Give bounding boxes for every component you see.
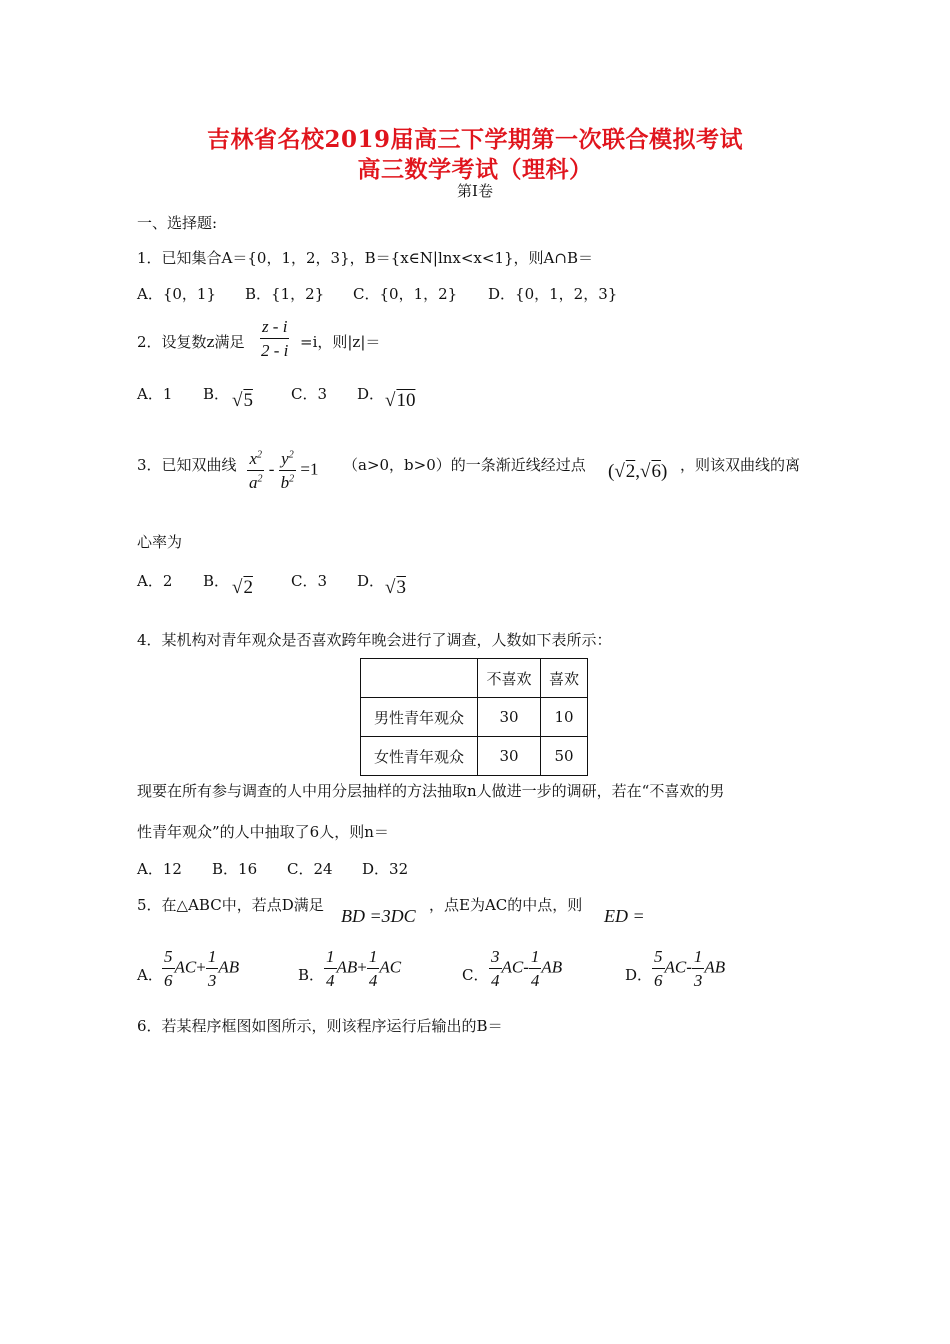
section-heading: 一、选择题: [137, 214, 218, 232]
vector: AB [541, 957, 563, 977]
q5-option-b-expr [324, 948, 401, 989]
frac-num: 1 [529, 948, 542, 969]
frac-num: 5 [652, 948, 665, 969]
q4-stem: 4．某机构对青年观众是否喜欢跨年晚会进行了调查，人数如下表所示： [137, 631, 612, 649]
q4-option-a: A．12 [137, 860, 182, 878]
q5-option-d-expr [652, 948, 725, 989]
q2-fraction-numerator: z - i [260, 318, 290, 339]
q3-option-b-radicand: 2 [243, 577, 253, 598]
q3-stem-part1 [137, 454, 237, 475]
q2-fraction [259, 318, 290, 359]
q3-point: (√2,√6) [608, 461, 668, 482]
q4-follow-line1: 现要在所有参与调查的人中用分层抽样的方法抽取n人做进一步的调研，若在“不喜欢的男 [137, 782, 725, 800]
frac-num: 5 [162, 948, 175, 969]
vector: AC [174, 957, 197, 977]
q2-fraction-denominator: 2 - i [261, 341, 289, 360]
q3-option-b-sqrt: √2 [232, 577, 253, 598]
q5-option-a-expr [162, 948, 239, 989]
q3-option-a: A．2 [137, 572, 173, 590]
frac-den: 4 [326, 971, 335, 990]
volume-label: 第Ⅰ卷 [457, 182, 493, 200]
table-cell: 男性青年观众 [361, 698, 478, 737]
table-cell: 30 [478, 698, 541, 737]
frac-num: 1 [692, 948, 705, 969]
vector: AB [336, 957, 358, 977]
q5-stem-part1: 5．在△ABC中，若点D满足 [137, 896, 324, 914]
frac-den: 6 [654, 971, 663, 990]
table-row [361, 698, 588, 737]
frac-den: 3 [693, 971, 703, 990]
q5-option-c-expr [489, 948, 562, 989]
table-cell: 女性青年观众 [361, 737, 478, 776]
q5-condition: BD =3DC [341, 906, 416, 926]
table-cell: 10 [541, 698, 588, 737]
q1-option-b: B．{1，2} [245, 285, 325, 303]
frac-num: 1 [206, 948, 219, 969]
q4-option-b: B．16 [212, 860, 258, 878]
q2-option-b: B． [203, 385, 230, 403]
operator: + [196, 957, 206, 977]
q5-option-d-label: D． [625, 966, 653, 984]
q3-stem-part3: ，则该双曲线的离 [680, 456, 801, 474]
q3-option-d-radicand: 3 [396, 577, 406, 598]
q4-follow-line2: 性青年观众”的人中抽取了6人，则n＝ [137, 823, 389, 841]
q3-option-d: D． [357, 572, 385, 590]
q2-option-b-sqrt: √5 [232, 390, 253, 411]
q1-stem: 1．已知集合A＝{0，1，2，3}，B＝{x∈N|lnx<x<1}，则A∩B＝ [137, 249, 593, 267]
q3-point-x: 2 [625, 461, 636, 482]
table-cell: 30 [478, 737, 541, 776]
vector: AB [218, 957, 240, 977]
q1-option-a: A．{0，1} [137, 285, 217, 303]
q6-stem: 6．若某程序框图如图所示，则该程序运行后输出的B＝ [137, 1017, 503, 1035]
q2-stem-part2: =i，则|z|＝ [300, 333, 381, 351]
q2-stem-part1: 2．设复数z满足 [137, 333, 245, 351]
q3-stem-text: 3．已知双曲线 [137, 456, 237, 474]
frac-den: 4 [491, 971, 500, 990]
frac-den: 3 [207, 971, 217, 990]
q3-stem-part2: （a>0，b>0）的一条渐近线经过点 [343, 456, 586, 474]
frac-den: 6 [164, 971, 173, 990]
q2-option-b-radicand: 5 [243, 390, 253, 411]
table-header-cell: 喜欢 [541, 659, 588, 698]
q5-option-b-label: B． [298, 966, 325, 984]
frac-num: 3 [489, 948, 502, 969]
q5-option-a-label: A． [137, 966, 163, 984]
table-header-cell: 不喜欢 [478, 659, 541, 698]
q3-option-b: B． [203, 572, 230, 590]
q2-option-d-radicand: 10 [396, 390, 416, 411]
q4-option-c: C．24 [287, 860, 333, 878]
q2-option-d-sqrt: √10 [385, 390, 416, 411]
q5-stem-part2: ，点E为AC的中点，则 [429, 896, 583, 914]
q4-survey-table [360, 658, 588, 776]
vector: AC [664, 957, 687, 977]
frac-num: 1 [324, 948, 337, 969]
frac-den: 4 [368, 971, 378, 990]
q4-option-d: D．32 [362, 860, 409, 878]
q3-option-d-sqrt: √3 [385, 577, 406, 598]
table-header-cell [361, 659, 478, 698]
operator: - [523, 957, 529, 977]
table-header-row [361, 659, 588, 698]
table-row [361, 737, 588, 776]
exam-title-line1: 吉林省名校2019届高三下学期第一次联合模拟考试 [206, 126, 743, 153]
operator: - [686, 957, 692, 977]
vector: AC [501, 957, 524, 977]
frac-num: 1 [367, 948, 380, 969]
q5-target: ED = [604, 906, 645, 926]
q3-option-c: C．3 [291, 572, 328, 590]
q2-option-a: A．1 [137, 385, 173, 403]
q1-option-d: D．{0，1，2，3} [488, 285, 618, 303]
exam-title-line2: 高三数学考试（理科） [357, 156, 593, 183]
q2-option-d: D． [357, 385, 385, 403]
q3-hyperbola-equation: $\frac{x^2}{a^2}$ - $\frac{y^2}{b^2}$ =1 [249, 449, 319, 492]
q3-stem-part4: 心率为 [137, 533, 183, 551]
q1-option-c: C．{0，1，2} [353, 285, 458, 303]
table-cell: 50 [541, 737, 588, 776]
q5-option-c-label: C． [462, 966, 489, 984]
q3-point-y: 6 [651, 461, 661, 482]
q2-option-c: C．3 [291, 385, 328, 403]
vector: AC [379, 957, 402, 977]
operator: + [357, 957, 367, 977]
vector: AB [704, 957, 726, 977]
frac-den: 4 [530, 971, 540, 990]
